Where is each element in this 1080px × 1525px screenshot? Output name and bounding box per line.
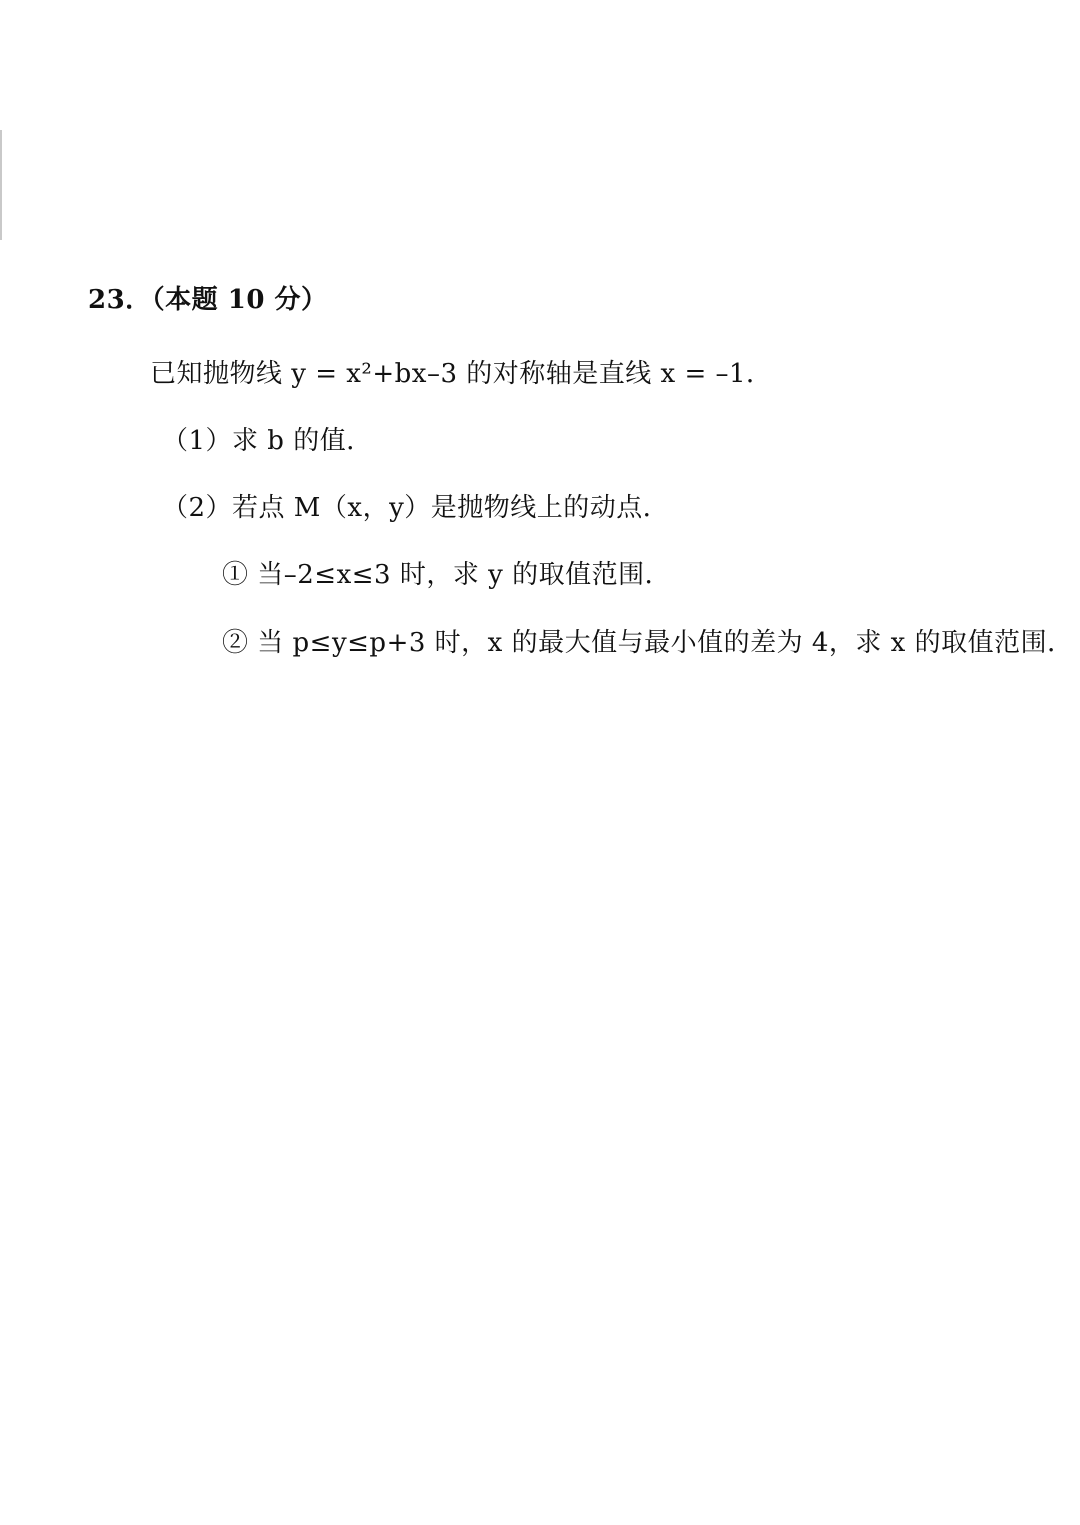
question-header: 23．（本题 10 分） bbox=[88, 285, 328, 315]
question-subpart-1: ① 当–2≤x≤3 时，求 y 的取值范围． bbox=[222, 560, 672, 590]
question-part-2: （2）若点 M（x，y）是抛物线上的动点． bbox=[162, 493, 670, 523]
question-stem: 已知抛物线 y = x²+bx–3 的对称轴是直线 x = –1． bbox=[150, 359, 773, 389]
question-subpart-2: ② 当 p≤y≤p+3 时，x 的最大值与最小值的差为 4，求 x 的取值范围． bbox=[222, 628, 1074, 658]
question-part-1: （1）求 b 的值． bbox=[162, 426, 373, 456]
scan-edge-mark bbox=[0, 130, 2, 240]
